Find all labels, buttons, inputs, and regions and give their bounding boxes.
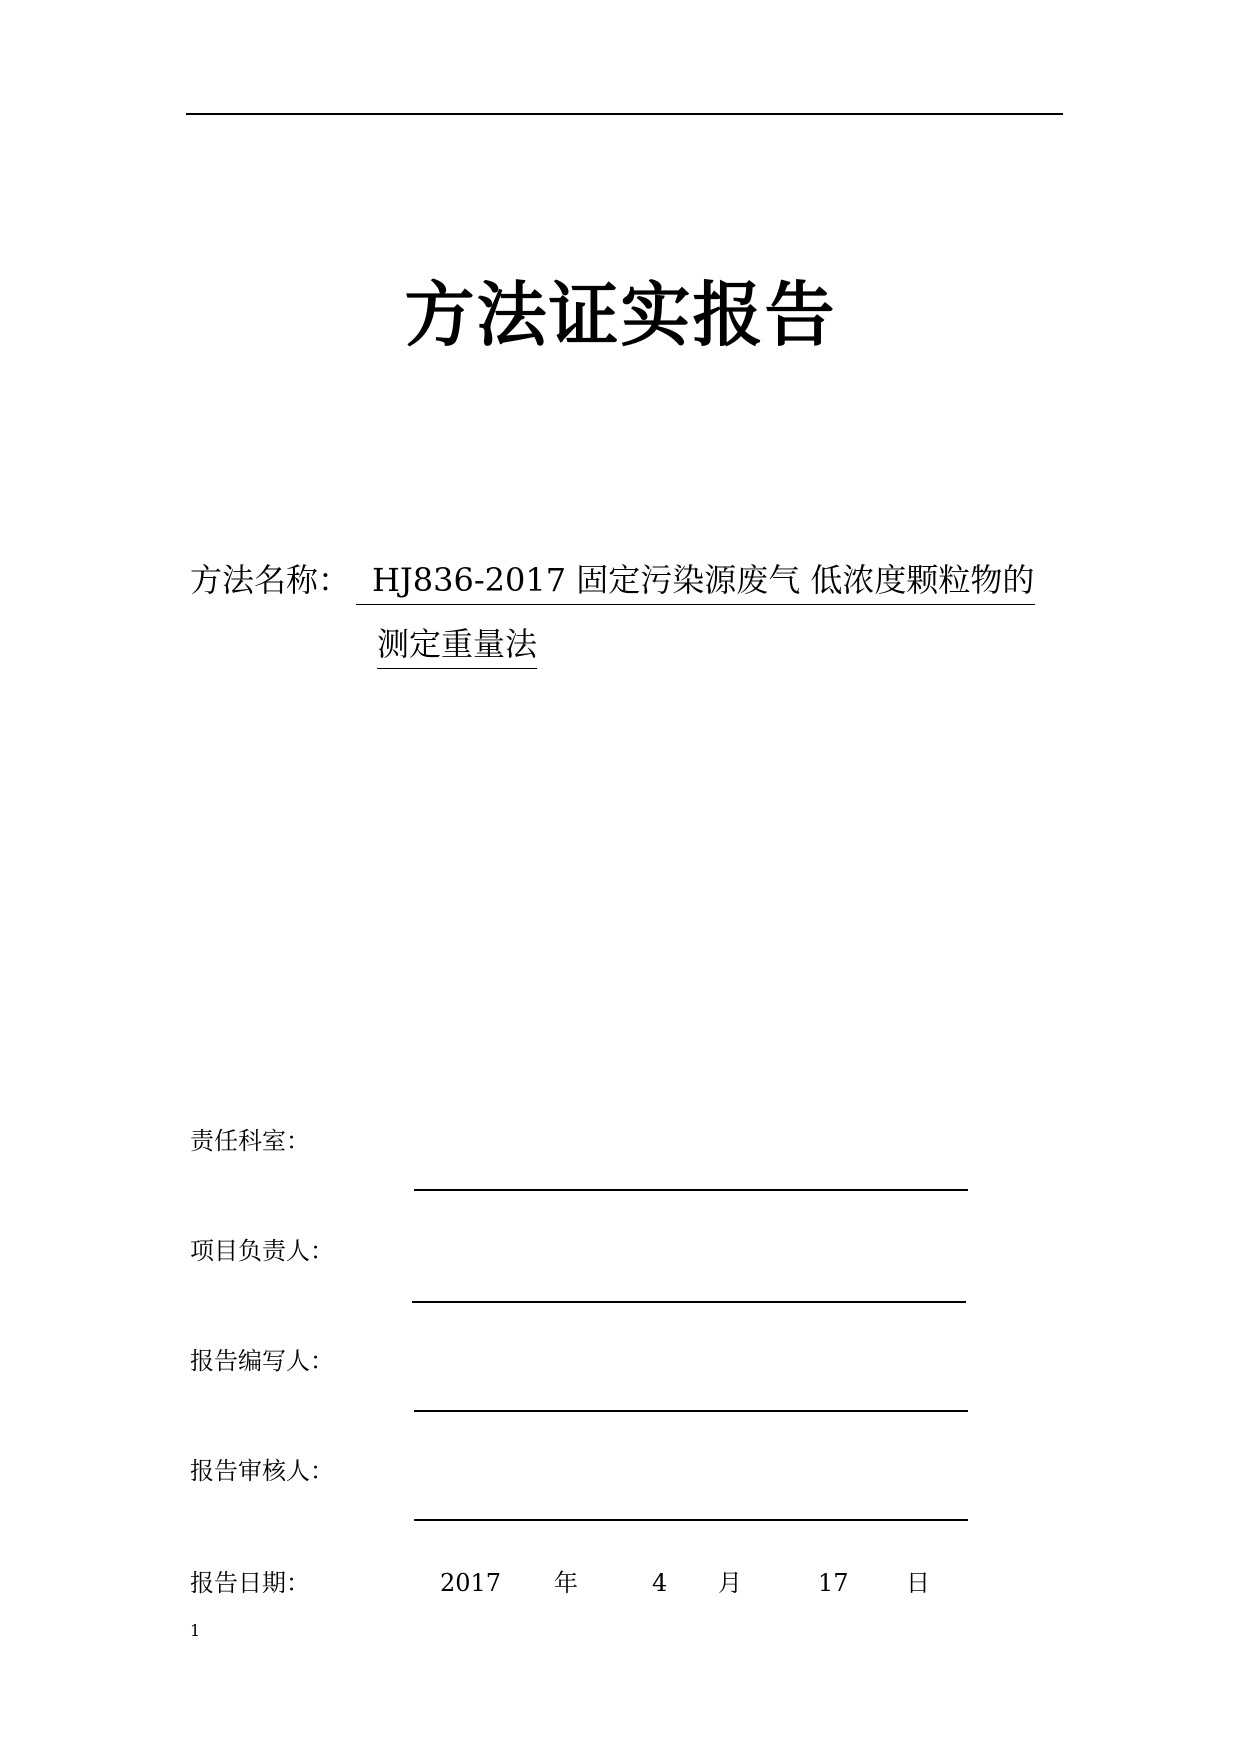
report-reviewer-line (414, 1519, 968, 1521)
report-reviewer-label: 报告审核人： (190, 1457, 334, 1485)
report-date-day-unit: 日 (906, 1569, 930, 1597)
report-date-month-unit: 月 (718, 1569, 742, 1597)
report-writer-label: 报告编写人： (190, 1347, 334, 1375)
report-writer-line (414, 1410, 968, 1412)
project-leader-line (412, 1301, 966, 1303)
report-date-month: 4 (652, 1569, 668, 1597)
responsible-department-label: 责任科室： (190, 1127, 310, 1155)
method-name-line-2: 测定重量法 (377, 620, 537, 669)
project-leader-label: 项目负责人： (190, 1237, 334, 1265)
page-number: 1 (190, 1621, 201, 1640)
document-title: 方法证实报告 (404, 274, 837, 356)
report-date-year: 2017 (440, 1569, 502, 1597)
header-rule (186, 113, 1063, 115)
responsible-department-line (414, 1189, 968, 1191)
report-date-label: 报告日期： (190, 1569, 310, 1597)
report-date-year-unit: 年 (554, 1569, 578, 1597)
method-name-line-1: HJ836-2017 固定污染源废气 低浓度颗粒物的 (356, 556, 1035, 605)
report-date-day: 17 (818, 1569, 849, 1597)
method-name-label: 方法名称： (190, 561, 351, 599)
